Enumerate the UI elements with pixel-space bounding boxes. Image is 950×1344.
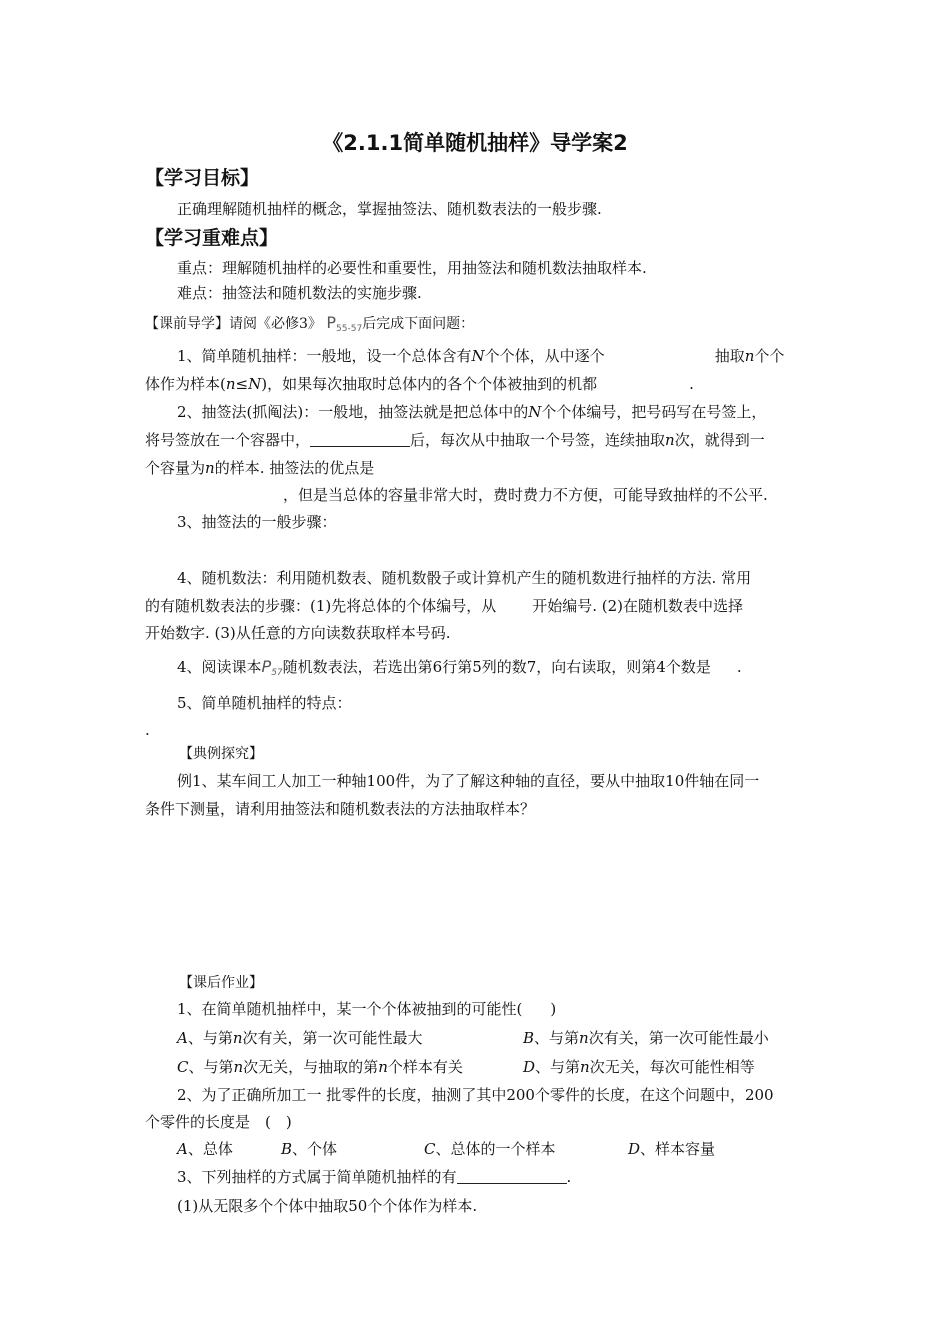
preview-q1-line1: 1、简单随机抽样：一般地，设一个总体含有N个个体，从中逐个 抽取n个个 xyxy=(177,347,785,365)
preview-heading: 【课前导学】请阅《必修3》 $P_{55-57}$后完成下面问题： xyxy=(145,313,475,334)
q2-option-a: A、总体 xyxy=(177,1140,233,1158)
blank-line xyxy=(310,432,410,447)
homework-q2-line2: 个零件的长度是 ( ) xyxy=(145,1113,292,1131)
homework-heading: 【课后作业】 xyxy=(179,975,263,991)
option-b: B、与第n次有关，第一次可能性最小 xyxy=(523,1029,769,1047)
keypoints-difficulty: 难点：抽签法和随机数法的实施步骤. xyxy=(177,284,422,302)
page-ref: $P_{55-57}$ xyxy=(326,313,363,334)
homework-q2-line1: 2、为了正确所加工一 批零件的长度，抽测了其中200个零件的长度，在这个问题中，200 xyxy=(177,1086,774,1104)
preview-q5: 5、简单随机抽样的特点： xyxy=(177,694,352,712)
preview-q2-line1: 2、抽签法(抓阄法)：一般地，抽签法就是把总体中的N个个体编号，把号码写在号签上， xyxy=(177,403,767,421)
homework-q3-item1: (1)从无限多个个体中抽取50个个体作为样本. xyxy=(177,1197,478,1215)
page-title: 《2.1.1简单随机抽样》导学案2 xyxy=(322,131,628,155)
preview-q2-line2: 将号签放在一个容器中， 后，每次从中抽取一个号签，连续抽取n次，就得到一 xyxy=(145,431,765,449)
preview-q4b: 4、阅读课本$P_{57}$随机数表法，若选出第6行第5列的数7，向右读取，则第4个数是 . xyxy=(177,657,742,678)
preview-q4-line3: 开始数字. (3)从任意的方向读数获取样本号码. xyxy=(145,624,451,642)
option-a: A、与第n次有关，第一次可能性最大 xyxy=(177,1029,423,1047)
preview-q3: 3、抽签法的一般步骤： xyxy=(177,513,337,531)
examples-heading: 【典例探究】 xyxy=(179,746,263,762)
preview-dot: . xyxy=(145,721,150,739)
q2-option-b: B、个体 xyxy=(281,1140,338,1158)
homework-q1-options-ab xyxy=(177,1028,423,1048)
example-1-line2: 条件下测量，请利用抽签法和随机数表法的方法抽取样本？ xyxy=(145,800,536,818)
blank-line xyxy=(457,1169,567,1184)
keypoints-heading: 【学习重难点】 xyxy=(145,227,279,249)
goals-text: 正确理解随机抽样的概念，掌握抽签法、随机数表法的一般步骤. xyxy=(177,200,602,218)
example-1-line1: 例1、某车间工人加工一种轴100件，为了了解这种轴的直径，要从中抽取10件轴在同一 xyxy=(177,772,760,790)
homework-q1: 1、在简单随机抽样中，某一个个体被抽到的可能性( ) xyxy=(177,1000,557,1018)
keypoints-focus: 重点：理解随机抽样的必要性和重要性，用抽签法和随机数法抽取样本. xyxy=(177,259,647,277)
preview-q4-line2: 的有随机数表法的步骤：(1)先将总体的个体编号，从 开始编号. (2)在随机数表中选择 xyxy=(145,597,744,615)
q2-option-d: D、样本容量 xyxy=(628,1140,716,1158)
preview-q2-line4: ，但是当总体的容量非常大时，费时费力不方便，可能导致抽样的不公平. xyxy=(283,486,768,504)
option-d: D、与第n次无关，每次可能性相等 xyxy=(523,1058,755,1076)
q2-option-c: C、总体的一个样本 xyxy=(424,1140,556,1158)
preview-q1-line2: 体作为样本(n≤N)，如果每次抽取时总体内的各个个体被抽到的机都 . xyxy=(145,375,694,393)
preview-q4-line1: 4、随机数法：利用随机数表、随机数骰子或计算机产生的随机数进行抽样的方法. 常用 xyxy=(177,569,752,587)
option-c: C、与第n次无关，与抽取的第n个样本有关 xyxy=(177,1058,463,1076)
preview-q2-line3: 个容量为n的样本. 抽签法的优点是 xyxy=(145,459,375,477)
homework-q3: 3、下列抽样的方式属于简单随机抽样的有 . xyxy=(177,1168,572,1186)
goals-heading: 【学习目标】 xyxy=(145,167,260,189)
